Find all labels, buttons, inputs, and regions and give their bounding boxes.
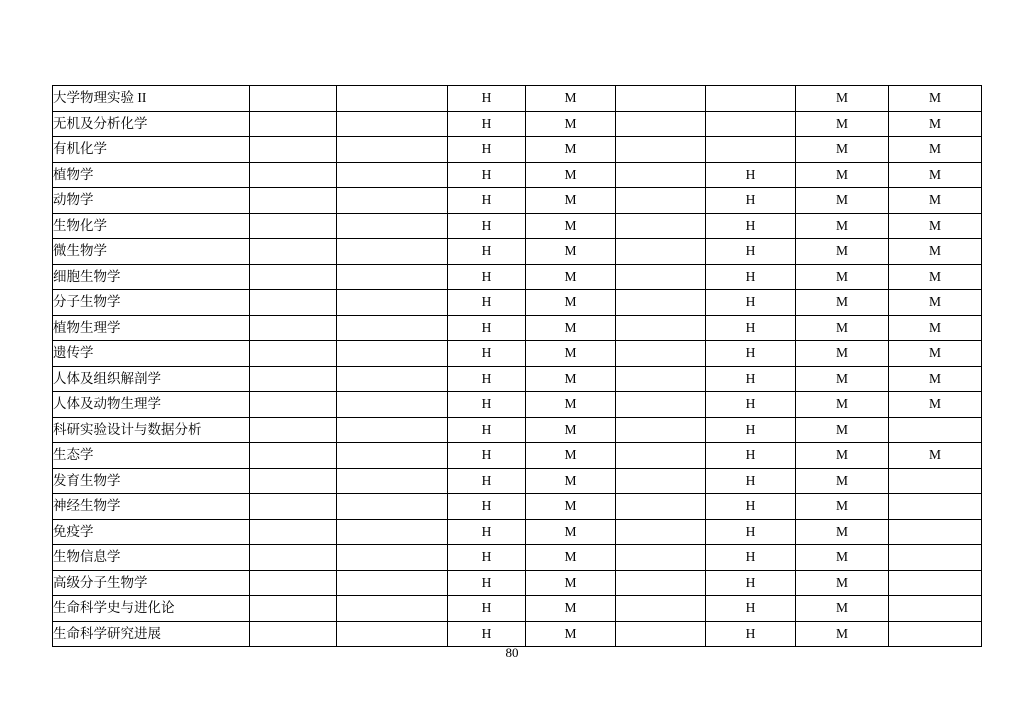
matrix-cell: H (448, 596, 526, 622)
matrix-cell: M (889, 392, 982, 418)
course-name-cell: 动物学 (53, 188, 250, 214)
matrix-cell (616, 188, 706, 214)
matrix-cell: H (706, 545, 796, 571)
matrix-cell (616, 494, 706, 520)
matrix-cell (250, 366, 337, 392)
course-name-cell: 微生物学 (53, 239, 250, 265)
matrix-cell (337, 468, 448, 494)
matrix-cell (616, 290, 706, 316)
matrix-cell: H (706, 239, 796, 265)
matrix-cell: H (448, 443, 526, 469)
matrix-cell (616, 264, 706, 290)
matrix-cell: M (889, 239, 982, 265)
matrix-cell (337, 341, 448, 367)
course-name-cell: 生命科学研究进展 (53, 621, 250, 647)
matrix-cell: M (526, 596, 616, 622)
matrix-cell (616, 621, 706, 647)
matrix-cell (337, 213, 448, 239)
table-row (53, 468, 982, 494)
matrix-cell: M (796, 137, 889, 163)
matrix-cell: H (448, 137, 526, 163)
matrix-cell (616, 392, 706, 418)
matrix-cell: M (889, 315, 982, 341)
matrix-cell: M (526, 570, 616, 596)
course-name-cell: 人体及组织解剖学 (53, 366, 250, 392)
matrix-cell: M (889, 137, 982, 163)
matrix-cell: M (796, 366, 889, 392)
matrix-cell (337, 290, 448, 316)
matrix-cell (337, 417, 448, 443)
matrix-cell (706, 111, 796, 137)
matrix-cell: H (706, 341, 796, 367)
matrix-cell (250, 494, 337, 520)
matrix-cell (616, 468, 706, 494)
matrix-cell: M (526, 468, 616, 494)
matrix-cell: H (448, 417, 526, 443)
matrix-cell: H (448, 315, 526, 341)
matrix-cell: H (448, 468, 526, 494)
table-row (53, 545, 982, 571)
matrix-cell: H (706, 264, 796, 290)
table-row (53, 621, 982, 647)
matrix-cell: M (796, 596, 889, 622)
matrix-cell: H (706, 315, 796, 341)
matrix-cell: M (889, 213, 982, 239)
matrix-cell: M (889, 443, 982, 469)
matrix-cell (889, 417, 982, 443)
matrix-cell: H (448, 86, 526, 112)
matrix-cell: H (448, 188, 526, 214)
matrix-cell (616, 111, 706, 137)
matrix-cell: M (526, 111, 616, 137)
matrix-cell (337, 570, 448, 596)
matrix-cell: H (448, 519, 526, 545)
matrix-cell (250, 315, 337, 341)
matrix-cell (250, 570, 337, 596)
matrix-cell: M (526, 621, 616, 647)
matrix-cell (250, 111, 337, 137)
matrix-cell (706, 86, 796, 112)
matrix-cell (250, 392, 337, 418)
matrix-cell: M (526, 494, 616, 520)
course-name-cell: 遗传学 (53, 341, 250, 367)
matrix-cell: M (526, 417, 616, 443)
matrix-cell: M (889, 264, 982, 290)
matrix-cell (616, 366, 706, 392)
matrix-cell (616, 162, 706, 188)
matrix-cell: H (448, 621, 526, 647)
matrix-cell: M (526, 545, 616, 571)
matrix-cell: M (526, 264, 616, 290)
matrix-cell (889, 596, 982, 622)
matrix-cell: M (796, 621, 889, 647)
matrix-cell: M (796, 417, 889, 443)
matrix-cell: M (526, 239, 616, 265)
course-name-cell: 科研实验设计与数据分析 (53, 417, 250, 443)
matrix-cell: H (448, 264, 526, 290)
matrix-cell (616, 137, 706, 163)
matrix-cell (337, 111, 448, 137)
matrix-cell: M (526, 290, 616, 316)
matrix-cell: H (706, 468, 796, 494)
course-name-cell: 神经生物学 (53, 494, 250, 520)
matrix-cell: M (796, 213, 889, 239)
table-row (53, 417, 982, 443)
matrix-cell: M (796, 111, 889, 137)
course-matrix-table (52, 85, 982, 647)
matrix-cell (889, 570, 982, 596)
table-row (53, 290, 982, 316)
matrix-cell: H (706, 621, 796, 647)
course-matrix-body (53, 86, 982, 647)
matrix-cell: M (796, 468, 889, 494)
matrix-cell (337, 162, 448, 188)
matrix-cell (250, 341, 337, 367)
matrix-cell (250, 162, 337, 188)
matrix-cell (250, 137, 337, 163)
matrix-cell: H (706, 519, 796, 545)
matrix-cell (337, 443, 448, 469)
table-row (53, 188, 982, 214)
matrix-cell: M (526, 341, 616, 367)
matrix-cell: H (706, 570, 796, 596)
course-name-cell: 无机及分析化学 (53, 111, 250, 137)
matrix-cell: M (526, 137, 616, 163)
matrix-cell: M (889, 366, 982, 392)
table-row (53, 86, 982, 112)
matrix-cell: M (796, 341, 889, 367)
matrix-cell: M (889, 162, 982, 188)
document-body (52, 85, 972, 647)
table-row (53, 443, 982, 469)
matrix-cell (250, 264, 337, 290)
matrix-cell: H (706, 417, 796, 443)
course-name-cell: 生物化学 (53, 213, 250, 239)
matrix-cell (250, 213, 337, 239)
matrix-cell (616, 315, 706, 341)
matrix-cell (889, 519, 982, 545)
course-name-cell: 有机化学 (53, 137, 250, 163)
course-name-cell: 高级分子生物学 (53, 570, 250, 596)
table-row (53, 366, 982, 392)
matrix-cell (616, 239, 706, 265)
matrix-cell: M (796, 239, 889, 265)
course-name-cell: 生命科学史与进化论 (53, 596, 250, 622)
matrix-cell: M (796, 392, 889, 418)
table-row (53, 570, 982, 596)
matrix-cell: M (889, 188, 982, 214)
matrix-cell (616, 417, 706, 443)
course-name-cell: 免疫学 (53, 519, 250, 545)
matrix-cell: M (796, 162, 889, 188)
matrix-cell: H (448, 366, 526, 392)
table-row (53, 162, 982, 188)
matrix-cell: M (796, 290, 889, 316)
matrix-cell (616, 213, 706, 239)
matrix-cell (337, 596, 448, 622)
course-name-cell: 细胞生物学 (53, 264, 250, 290)
matrix-cell: M (526, 366, 616, 392)
matrix-cell: M (889, 341, 982, 367)
matrix-cell (337, 188, 448, 214)
table-row (53, 341, 982, 367)
matrix-cell: M (526, 443, 616, 469)
table-row (53, 519, 982, 545)
matrix-cell: M (796, 86, 889, 112)
matrix-cell: H (448, 494, 526, 520)
table-row (53, 596, 982, 622)
matrix-cell: M (889, 290, 982, 316)
matrix-cell (250, 621, 337, 647)
matrix-cell: M (889, 111, 982, 137)
matrix-cell (337, 86, 448, 112)
matrix-cell (616, 596, 706, 622)
matrix-cell (706, 137, 796, 163)
matrix-cell: H (706, 188, 796, 214)
matrix-cell: H (706, 494, 796, 520)
matrix-cell: M (526, 162, 616, 188)
matrix-cell: H (448, 162, 526, 188)
matrix-cell (337, 264, 448, 290)
matrix-cell: H (448, 341, 526, 367)
matrix-cell: H (448, 290, 526, 316)
matrix-cell (337, 239, 448, 265)
matrix-cell: M (889, 86, 982, 112)
matrix-cell: H (706, 443, 796, 469)
matrix-cell (337, 315, 448, 341)
matrix-cell: M (796, 443, 889, 469)
matrix-cell (616, 519, 706, 545)
matrix-cell: M (796, 570, 889, 596)
course-name-cell: 人体及动物生理学 (53, 392, 250, 418)
matrix-cell (250, 545, 337, 571)
matrix-cell: M (526, 519, 616, 545)
table-row (53, 494, 982, 520)
matrix-cell: H (706, 213, 796, 239)
matrix-cell: M (796, 494, 889, 520)
matrix-cell: M (796, 315, 889, 341)
table-row (53, 111, 982, 137)
matrix-cell (250, 596, 337, 622)
matrix-cell (889, 468, 982, 494)
matrix-cell: M (526, 86, 616, 112)
table-row (53, 264, 982, 290)
matrix-cell: M (526, 188, 616, 214)
matrix-cell: H (706, 366, 796, 392)
matrix-cell: H (706, 596, 796, 622)
matrix-cell (889, 494, 982, 520)
matrix-cell: H (448, 111, 526, 137)
table-row (53, 213, 982, 239)
matrix-cell (337, 392, 448, 418)
page-number: 80 (505, 645, 519, 660)
matrix-cell: M (796, 519, 889, 545)
table-row (53, 239, 982, 265)
matrix-cell (250, 417, 337, 443)
matrix-cell: M (796, 264, 889, 290)
matrix-cell (250, 188, 337, 214)
matrix-cell: H (706, 162, 796, 188)
matrix-cell: H (448, 213, 526, 239)
matrix-cell (250, 468, 337, 494)
matrix-cell: M (796, 188, 889, 214)
matrix-cell (889, 545, 982, 571)
matrix-cell (616, 545, 706, 571)
matrix-cell: H (448, 570, 526, 596)
course-name-cell: 植物生理学 (53, 315, 250, 341)
matrix-cell: M (526, 392, 616, 418)
matrix-cell (250, 239, 337, 265)
table-row (53, 392, 982, 418)
matrix-cell (616, 86, 706, 112)
matrix-cell (337, 519, 448, 545)
matrix-cell (337, 494, 448, 520)
matrix-cell (250, 290, 337, 316)
matrix-cell: M (526, 213, 616, 239)
matrix-cell (889, 621, 982, 647)
course-name-cell: 植物学 (53, 162, 250, 188)
matrix-cell (616, 443, 706, 469)
course-name-cell: 分子生物学 (53, 290, 250, 316)
table-row (53, 315, 982, 341)
matrix-cell: M (796, 545, 889, 571)
course-name-cell: 生物信息学 (53, 545, 250, 571)
course-name-cell: 大学物理实验 II (53, 86, 250, 112)
matrix-cell: H (448, 392, 526, 418)
matrix-cell (337, 137, 448, 163)
matrix-cell (250, 443, 337, 469)
matrix-cell (616, 570, 706, 596)
matrix-cell (337, 621, 448, 647)
matrix-cell (337, 366, 448, 392)
matrix-cell: H (706, 392, 796, 418)
matrix-cell: H (448, 239, 526, 265)
table-row (53, 137, 982, 163)
matrix-cell (250, 86, 337, 112)
matrix-cell: H (448, 545, 526, 571)
course-name-cell: 生态学 (53, 443, 250, 469)
matrix-cell (337, 545, 448, 571)
matrix-cell: H (706, 290, 796, 316)
course-name-cell: 发育生物学 (53, 468, 250, 494)
matrix-cell: M (526, 315, 616, 341)
matrix-cell (616, 341, 706, 367)
matrix-cell (250, 519, 337, 545)
